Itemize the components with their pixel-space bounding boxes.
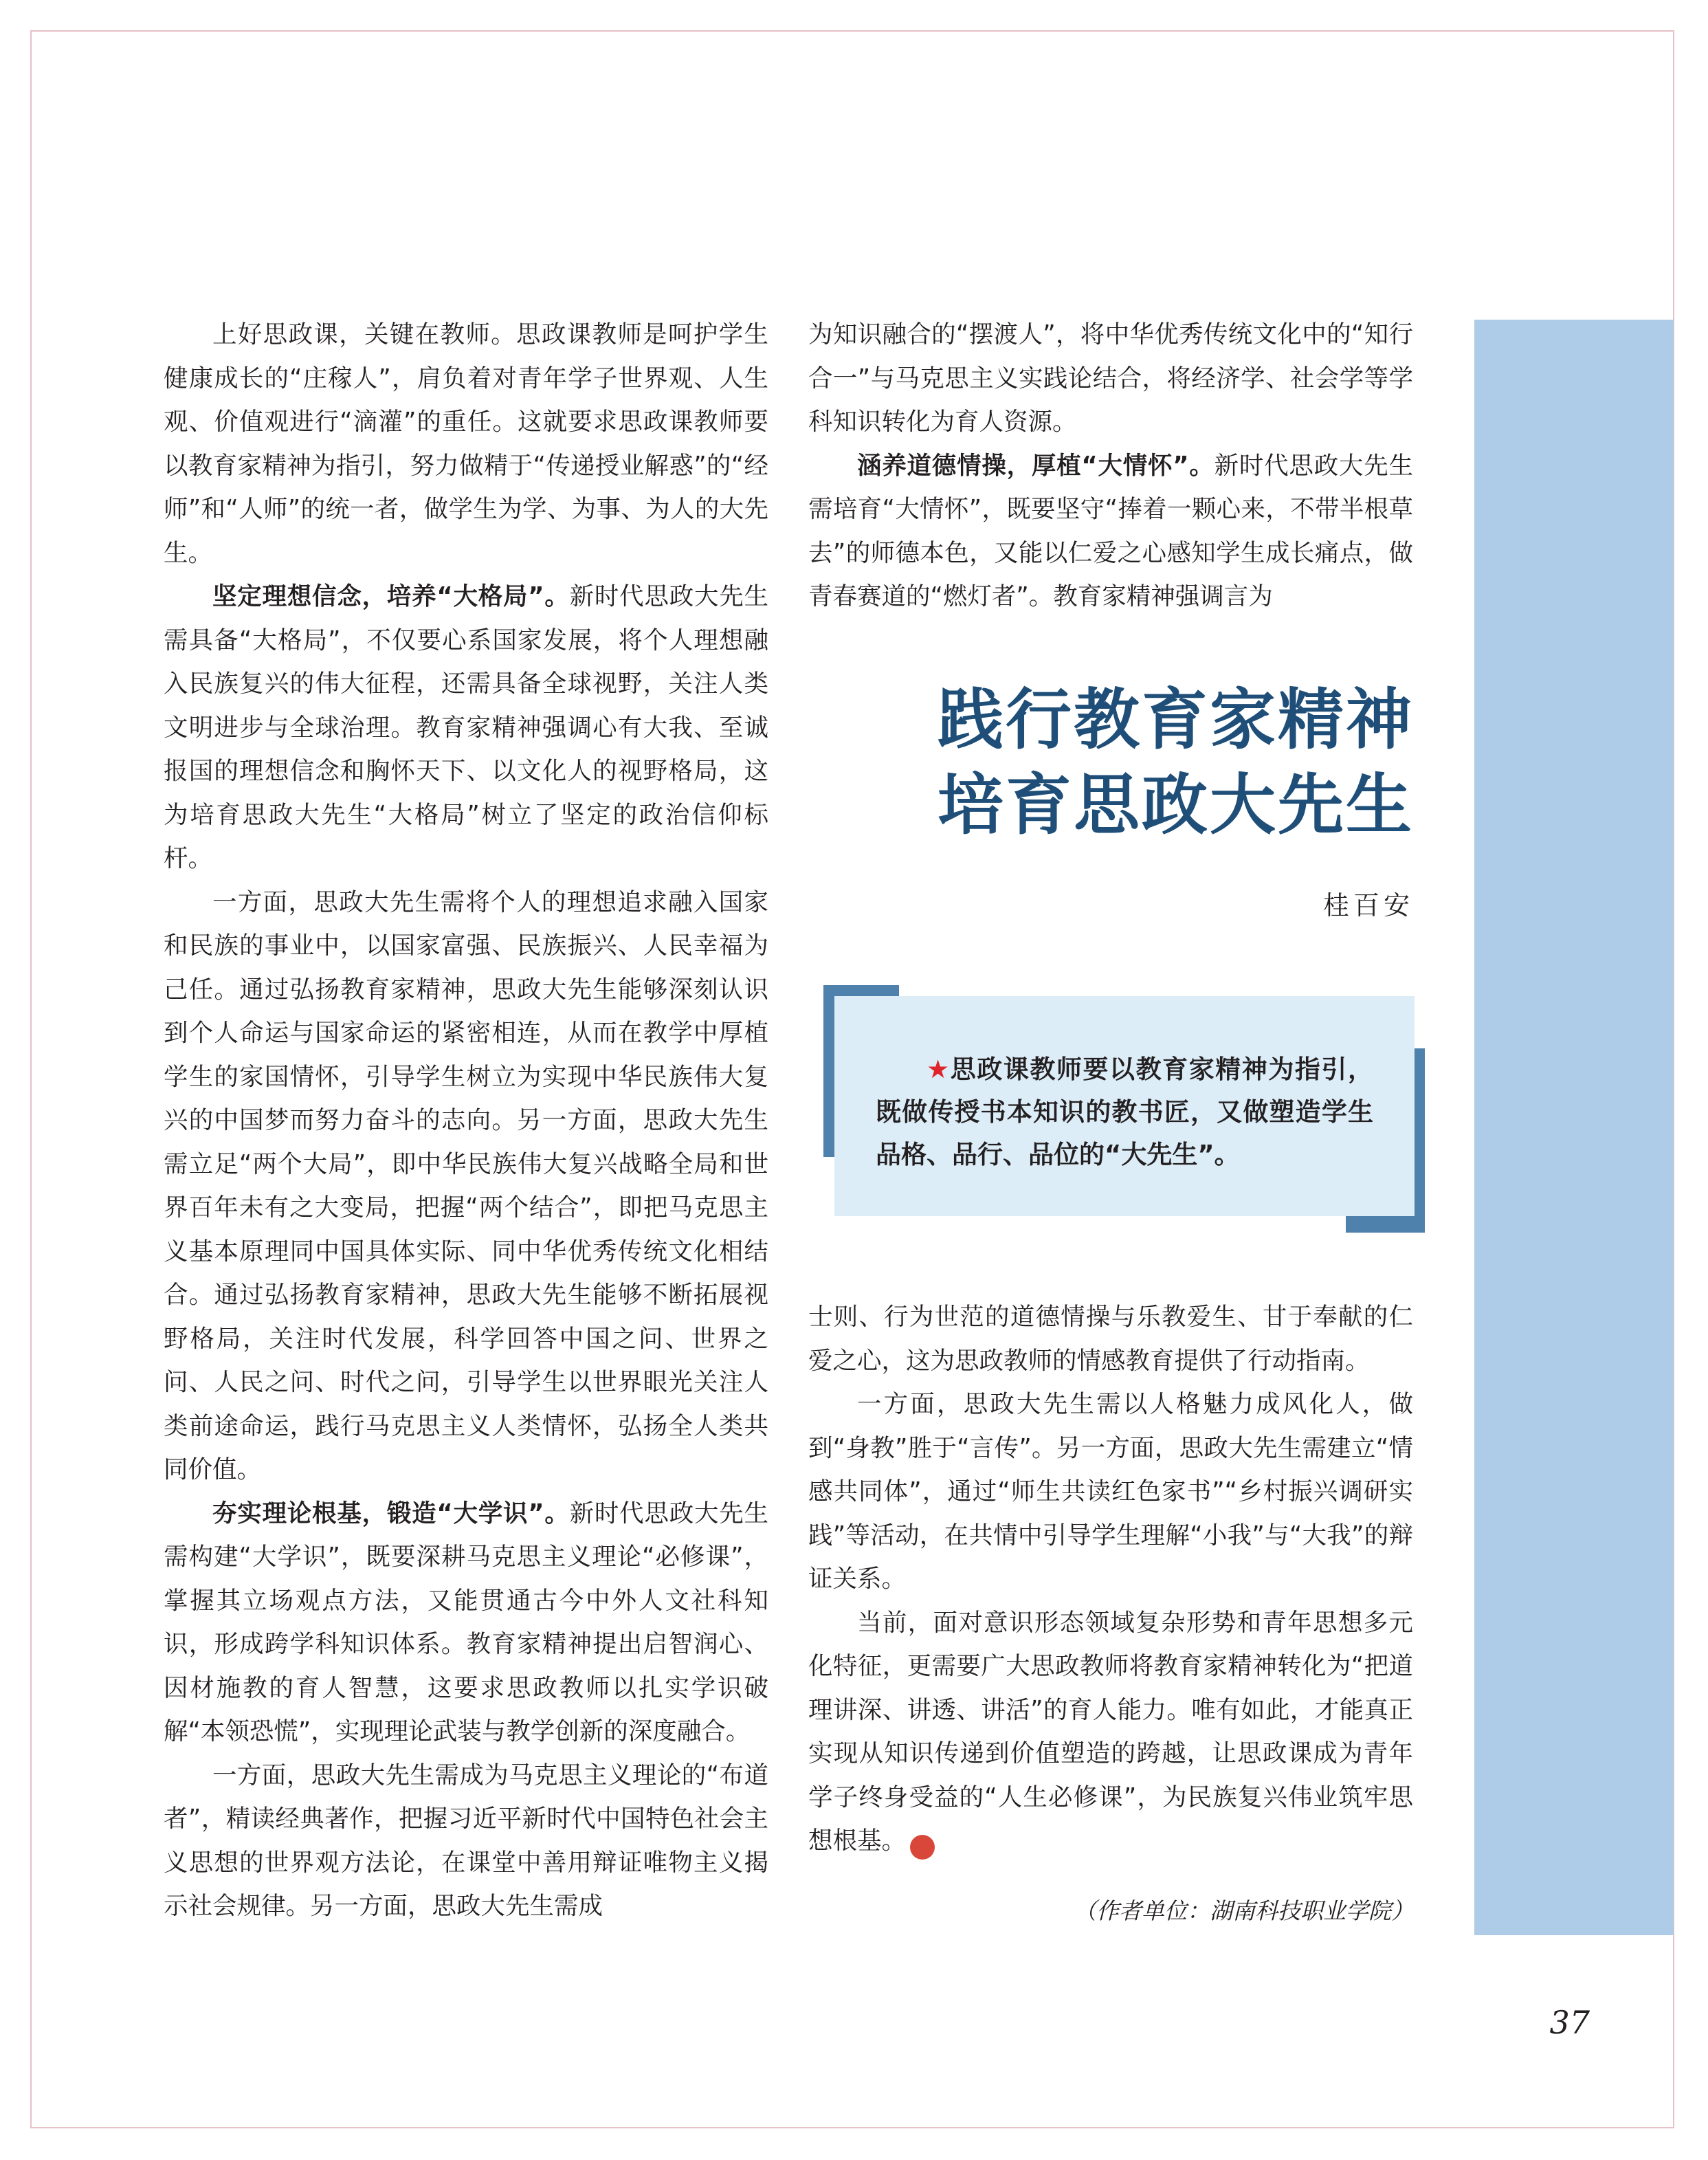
intro-paragraph: 上好思政课，关键在教师。思政课教师是呵护学生健康成长的“庄稼人”，肩负着对青年学子世界观、人生观、价值观进行“滴灌”的重任。这就要求思政课教师要以教育家精神为指引，努力做精于“传递授业解惑”的“经师”和“人师”的统一者，做学生为学、为事、为人的大先生。 bbox=[164, 320, 768, 567]
conclusion-paragraph bbox=[808, 1601, 1413, 1863]
page-number: 37 bbox=[1549, 2004, 1590, 2041]
continued-paragraph: 为知识融合的“摆渡人”，将中华优秀传统文化中的“知行合一”与马克思主义实践论结合，将经济学、社会学等学科知识转化为育人资源。 bbox=[808, 320, 1413, 436]
author-affiliation: （作者单位：湖南科技职业学院） bbox=[1074, 1897, 1414, 1924]
section-1-detail-paragraph: 一方面，思政大先生需将个人的理想追求融入国家和民族的事业中，以国家富强、民族振兴、人民幸福为己任。通过弘扬教育家精神，思政大先生能够深刻认识到个人命运与国家命运的紧密相连，从而在教学中厚植学生的家国情怀，引导学生树立为实现中华民族伟大复兴的中国梦而努力奋斗的志向。另一方面，思政大先生需立足“两个大局”，即中华民族伟大复兴战略全局和世界百年未有之大变局，把握“两个结合”，即把马克思主义基本原理同中国具体实际、同中华优秀传统文化相结合。通过弘扬教育家精神，思政大先生能够不断拓展视野格局，关注时代发展，科学回答中国之问、世界之问、人民之问、时代之问，引导学生以世界眼光关注人类前途命运，践行马克思主义人类情怀，弘扬全人类共同价值。 bbox=[164, 888, 768, 1484]
section-2-heading: 夯实理论根基，锻造“大学识”。 bbox=[212, 1499, 570, 1528]
article-title bbox=[938, 677, 1414, 848]
section-2-paragraph bbox=[164, 1492, 768, 1754]
section-1-body: 新时代思政大先生需具备“大格局”，不仅要心系国家发展，将个人理想融入民族复兴的伟大征程，还需具备全球视野，关注人类文明进步与全球治理。教育家精神强调心有大我、至诚报国的理想信念和胸怀天下、以文化人的视野格局，这为培育思政大先生“大格局”树立了坚定的政治信仰标杆。 bbox=[164, 582, 768, 872]
right-column-bottom bbox=[808, 1295, 1413, 1863]
section-1-paragraph bbox=[164, 575, 768, 881]
pull-quote-text: 思政课教师要以教育家精神为指引，既做传授书本知识的教书匠，又做塑造学生品格、品行、品位的“大先生”。 bbox=[876, 1055, 1374, 1169]
star-icon: ★ bbox=[927, 1055, 951, 1084]
pull-quote bbox=[834, 996, 1415, 1216]
author-name: 桂百安 bbox=[1322, 890, 1414, 921]
side-color-strip bbox=[1474, 320, 1674, 1935]
section-2-body: 新时代思政大先生需构建“大学识”，既要深耕马克思主义理论“必修课”，掌握其立场观点方法，又能贯通古今中外人文社科知识，形成跨学科知识体系。教育家精神提出启智润心、因材施教的育人智慧，这要求思政教师以扎实学识破解“本领恐慌”，实现理论武装与教学创新的深度融合。 bbox=[164, 1499, 768, 1745]
continued-paragraph-2: 士则、行为世范的道德情操与乐教爱生、甘于奉献的仁爱之心，这为思政教师的情感教育提供了行动指南。 bbox=[808, 1303, 1413, 1375]
right-column-top bbox=[808, 313, 1413, 619]
left-column bbox=[164, 313, 768, 1928]
section-3-body: 新时代思政大先生需培育“大情怀”，既要坚守“捧着一颗心来，不带半根草去”的师德本色，又能以仁爱之心感知学生成长痛点，做青春赛道的“燃灯者”。教育家精神强调言为 bbox=[808, 451, 1413, 610]
section-3-paragraph bbox=[808, 444, 1413, 619]
section-1-heading: 坚定理想信念，培养“大格局”。 bbox=[212, 582, 570, 610]
title-line-1: 践行教育家精神 bbox=[938, 681, 1414, 758]
end-mark-icon: I bbox=[910, 1835, 935, 1860]
title-line-2: 培育思政大先生 bbox=[938, 766, 1414, 844]
section-2-detail-paragraph: 一方面，思政大先生需成为马克思主义理论的“布道者”，精读经典著作，把握习近平新时代中国特色社会主义思想的世界观方法论，在课堂中善用辩证唯物主义揭示社会规律。另一方面，思政大先生需成 bbox=[164, 1761, 768, 1920]
conclusion-text: 当前，面对意识形态领域复杂形势和青年思想多元化特征，更需要广大思政教师将教育家精神转化为“把道理讲深、讲透、讲活”的育人能力。唯有如此，才能真正实现从知识传递到价值塑造的跨越，让思政课成为青年学子终身受益的“人生必修课”，为民族复兴伟业筑牢思想根基。 bbox=[808, 1608, 1413, 1855]
section-3-heading: 涵养道德情操，厚植“大情怀”。 bbox=[857, 451, 1215, 480]
section-3-detail-paragraph: 一方面，思政大先生需以人格魅力成风化人，做到“身教”胜于“言传”。另一方面，思政大先生需建立“情感共同体”，通过“师生共读红色家书”“乡村振兴调研实践”等活动，在共情中引导学生理解“小我”与“大我”的辩证关系。 bbox=[808, 1390, 1413, 1593]
